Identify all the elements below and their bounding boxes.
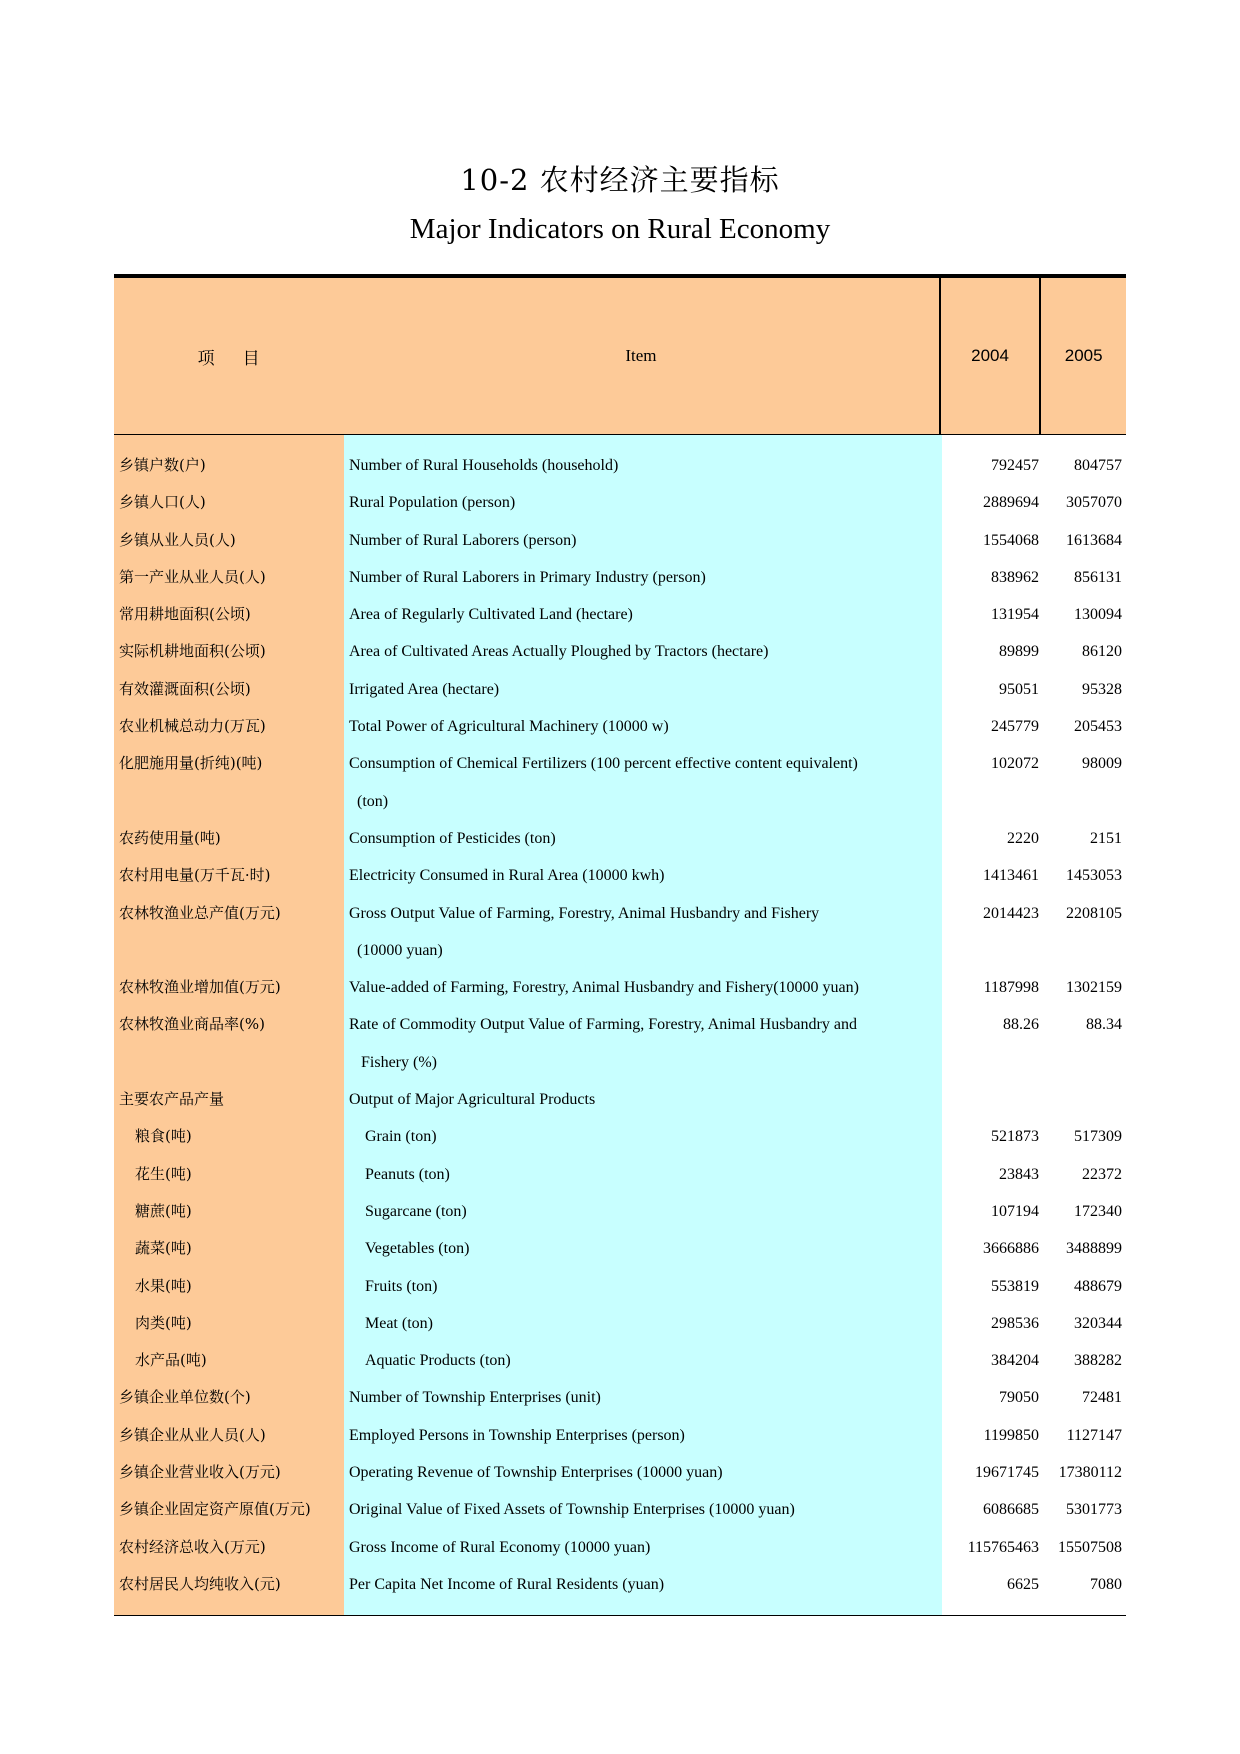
- cell-item-cn: 有效灌溉面积(公顷): [119, 679, 251, 698]
- cell-item-en: Original Value of Fixed Assets of Township Enterprises (10000 yuan): [349, 1501, 795, 1519]
- cell-item-en: Fruits (ton): [365, 1277, 438, 1295]
- cell-item-en: Per Capita Net Income of Rural Residents (yuan): [349, 1575, 665, 1593]
- cell-item-cn: 农村用电量(万千瓦·时): [119, 866, 271, 885]
- cell-value-2004: 6625: [1007, 1575, 1039, 1593]
- column-item-en: [344, 435, 942, 1615]
- cell-value-2004: 1199850: [983, 1426, 1039, 1444]
- cell-value-2005: 172340: [1074, 1202, 1122, 1220]
- cell-item-cn: 化肥施用量(折纯)(吨): [119, 754, 263, 773]
- cell-item-cn: 乡镇人口(人): [119, 493, 206, 512]
- cell-value-2005: 3488899: [1066, 1240, 1122, 1258]
- cell-value-2004: [942, 1081, 1043, 1118]
- cell-item-en: Consumption of Chemical Fertilizers (100 percent effective content equivalent): [349, 755, 858, 773]
- cell-item-en: Irrigated Area (hectare): [349, 680, 500, 698]
- cell-value-2004: 131954: [991, 606, 1039, 624]
- cell-value-2005: 488679: [1074, 1277, 1122, 1295]
- cell-value-2004: 384204: [991, 1352, 1039, 1370]
- cell-value-2004: 2014423: [983, 904, 1039, 922]
- cell-item-en: Sugarcane (ton): [365, 1202, 467, 1220]
- cell-value-2004: 3666886: [983, 1240, 1039, 1258]
- cell-value-2005: 1453053: [1066, 867, 1122, 885]
- cell-item-cn: 实际机耕地面积(公顷): [119, 642, 266, 661]
- header-item-cn: 项目: [197, 348, 288, 369]
- cell-item-en: Electricity Consumed in Rural Area (10000 kwh): [349, 867, 665, 885]
- column-2005: [1043, 435, 1126, 1615]
- cell-item-en: Gross Income of Rural Economy (10000 yuan): [349, 1538, 651, 1556]
- cell-item-en: Employed Persons in Township Enterprises (person): [349, 1426, 685, 1444]
- cell-item-cn: 农药使用量(吨): [119, 828, 221, 847]
- cell-value-2005: 1127147: [1066, 1426, 1122, 1444]
- cell-value-2004: 2220: [1007, 829, 1039, 847]
- cell-item-en: Aquatic Products (ton): [365, 1352, 511, 1370]
- cell-value-2004: 2889694: [983, 494, 1039, 512]
- cell-item-cn: 水果(吨): [135, 1276, 192, 1295]
- cell-item-en: (ton): [357, 792, 389, 810]
- cell-item-en: Gross Output Value of Farming, Forestry, Animal Husbandry and Fishery: [349, 904, 820, 922]
- cell-value-2005: 88.34: [1086, 1016, 1122, 1034]
- cell-value-2005: 86120: [1082, 643, 1122, 661]
- cell-value-2005: 1302159: [1066, 979, 1122, 997]
- cell-value-2005: 72481: [1082, 1389, 1122, 1407]
- cell-value-2004: 1413461: [983, 867, 1039, 885]
- cell-value-2004: [942, 783, 1043, 820]
- cell-value-2004: 838962: [991, 568, 1039, 586]
- page-title-chinese: 10-2 农村经济主要指标: [460, 163, 780, 197]
- cell-item-en: Number of Township Enterprises (unit): [349, 1389, 601, 1407]
- cell-item-cn: 乡镇从业人员(人): [119, 530, 236, 549]
- cell-value-2005: 1613684: [1066, 531, 1122, 549]
- cell-item-cn: 粮食(吨): [135, 1127, 192, 1146]
- cell-value-2005: [1043, 783, 1126, 820]
- cell-item-en: Meat (ton): [365, 1314, 433, 1332]
- cell-item-en: Number of Rural Laborers (person): [349, 531, 577, 549]
- cell-value-2004: 6086685: [983, 1501, 1039, 1519]
- header-item-en: Item: [625, 346, 657, 365]
- cell-value-2005: [1043, 932, 1126, 969]
- cell-item-en: Grain (ton): [365, 1128, 437, 1146]
- cell-item-en: Number of Rural Laborers in Primary Industry (person): [349, 568, 706, 586]
- cell-item-cn: 乡镇企业单位数(个): [119, 1388, 251, 1407]
- cell-item-en: Vegetables (ton): [365, 1240, 470, 1258]
- cell-value-2005: 517309: [1074, 1128, 1122, 1146]
- cell-value-2004: 1187998: [983, 979, 1039, 997]
- column-2004: [942, 435, 1043, 1615]
- cell-value-2004: 88.26: [1003, 1016, 1039, 1034]
- cell-item-cn: 乡镇企业固定资产原值(万元): [119, 1500, 311, 1519]
- cell-value-2004: 245779: [991, 718, 1039, 736]
- cell-value-2005: 388282: [1074, 1352, 1122, 1370]
- cell-item-en: Operating Revenue of Township Enterprises (10000 yuan): [349, 1464, 723, 1482]
- cell-item-cn: 肉类(吨): [135, 1313, 192, 1332]
- cell-value-2004: 792457: [991, 457, 1039, 474]
- cell-item-cn: 乡镇企业从业人员(人): [119, 1425, 266, 1444]
- cell-item-en: Rate of Commodity Output Value of Farming, Forestry, Animal Husbandry and: [349, 1016, 857, 1034]
- cell-value-2004: 19671745: [975, 1464, 1039, 1482]
- cell-item-cn: [114, 1044, 344, 1081]
- cell-item-cn: 水产品(吨): [135, 1351, 207, 1370]
- indicators-table: [114, 274, 1126, 1616]
- cell-item-en: Value-added of Farming, Forestry, Animal Husbandry and Fishery(10000 yuan): [349, 979, 859, 997]
- cell-item-en: Output of Major Agricultural Products: [349, 1091, 596, 1109]
- cell-value-2005: 95328: [1082, 680, 1122, 698]
- column-item-cn: [114, 435, 344, 1615]
- cell-value-2005: 17380112: [1058, 1464, 1122, 1482]
- cell-value-2005: 7080: [1090, 1575, 1122, 1593]
- cell-value-2004: 102072: [991, 755, 1039, 773]
- cell-item-cn: 花生(吨): [135, 1164, 192, 1183]
- cell-value-2005: 205453: [1074, 718, 1122, 736]
- cell-item-en: Area of Cultivated Areas Actually Ploughed by Tractors (hectare): [349, 643, 769, 661]
- header-year-2004: 2004: [939, 278, 1040, 434]
- cell-value-2004: 107194: [991, 1202, 1039, 1220]
- cell-item-cn: 第一产业从业人员(人): [119, 567, 266, 586]
- table-header: [114, 278, 1126, 435]
- cell-value-2004: 115765463: [967, 1538, 1039, 1556]
- cell-item-en: (10000 yuan): [357, 941, 443, 959]
- cell-item-cn: 糖蔗(吨): [135, 1201, 192, 1220]
- cell-value-2005: 22372: [1082, 1165, 1122, 1183]
- cell-value-2005: [1043, 1044, 1126, 1081]
- cell-value-2005: 5301773: [1066, 1501, 1122, 1519]
- cell-value-2004: 95051: [999, 680, 1039, 698]
- cell-item-cn: 农村居民人均纯收入(元): [119, 1574, 281, 1593]
- cell-value-2005: 856131: [1074, 568, 1122, 586]
- cell-item-en: Consumption of Pesticides (ton): [349, 829, 556, 847]
- cell-item-en: Fishery (%): [361, 1053, 437, 1071]
- cell-value-2005: 15507508: [1058, 1538, 1122, 1556]
- cell-item-cn: 农业机械总动力(万瓦): [119, 717, 266, 736]
- cell-item-en: Total Power of Agricultural Machinery (10000 w): [349, 718, 669, 736]
- cell-item-cn: 主要农产品产量: [119, 1090, 225, 1109]
- cell-item-cn: 农林牧渔业增加值(万元): [119, 978, 281, 997]
- cell-value-2005: 320344: [1074, 1314, 1122, 1332]
- cell-value-2004: 79050: [999, 1389, 1039, 1407]
- cell-item-en: Number of Rural Households (household): [349, 457, 619, 474]
- cell-value-2005: 804757: [1074, 457, 1122, 474]
- cell-item-cn: 乡镇企业营业收入(万元): [119, 1463, 281, 1482]
- cell-item-cn: [114, 783, 344, 820]
- table-body: [114, 435, 1126, 1615]
- cell-value-2004: 298536: [991, 1314, 1039, 1332]
- cell-value-2004: [942, 1044, 1043, 1081]
- cell-value-2005: 130094: [1074, 606, 1122, 624]
- cell-item-cn: 乡镇户数(户): [119, 456, 206, 474]
- page-title-english: Major Indicators on Rural Economy: [409, 213, 831, 245]
- cell-item-cn: 蔬菜(吨): [135, 1239, 192, 1258]
- cell-item-cn: 农村经济总收入(万元): [119, 1537, 266, 1556]
- cell-value-2004: 1554068: [983, 531, 1039, 549]
- cell-value-2005: 2208105: [1066, 904, 1122, 922]
- cell-item-en: Rural Population (person): [349, 494, 516, 512]
- cell-item-en: Peanuts (ton): [365, 1165, 450, 1183]
- cell-item-cn: 农林牧渔业商品率(%): [119, 1015, 265, 1034]
- cell-value-2005: [1043, 1081, 1126, 1118]
- cell-item-cn: [114, 932, 344, 969]
- cell-value-2004: 553819: [991, 1277, 1039, 1295]
- cell-item-cn: 农林牧渔业总产值(万元): [119, 903, 281, 922]
- cell-value-2005: 2151: [1090, 829, 1122, 847]
- cell-item-en: Area of Regularly Cultivated Land (hectare): [349, 606, 633, 624]
- header-year-2005: 2005: [1039, 278, 1126, 434]
- cell-value-2005: 3057070: [1066, 494, 1122, 512]
- cell-item-cn: 常用耕地面积(公顷): [119, 605, 251, 624]
- cell-value-2004: [942, 932, 1043, 969]
- cell-value-2004: 89899: [999, 643, 1039, 661]
- cell-value-2005: 98009: [1082, 755, 1122, 773]
- cell-value-2004: 521873: [991, 1128, 1039, 1146]
- cell-value-2004: 23843: [999, 1165, 1039, 1183]
